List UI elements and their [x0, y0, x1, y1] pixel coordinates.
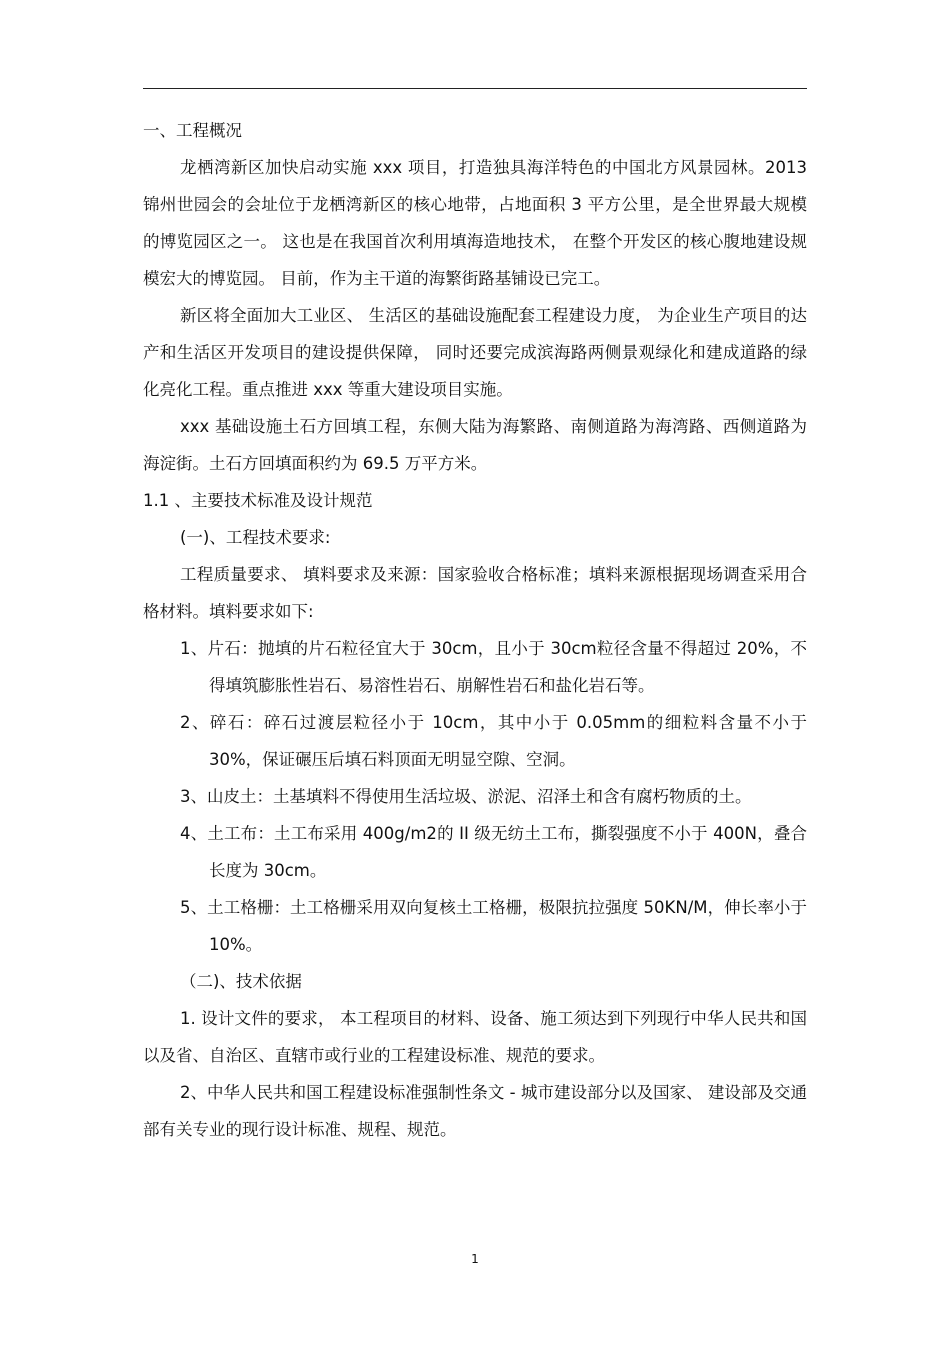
header-rule — [143, 88, 807, 89]
section-heading: 一、工程概况 — [143, 121, 242, 140]
document-body — [143, 112, 807, 1148]
subsection-heading: (一)、工程技术要求: — [180, 528, 331, 547]
list-item: 3、山皮土：土基填料不得使用生活垃圾、淤泥、沼泽土和含有腐朽物质的土。 — [180, 787, 752, 806]
paragraph: 1. 设计文件的要求， 本工程项目的材料、设备、施工须达到下列现行中华人民共和国以及省、自治区、直辖市或行业的工程建设标准、规范的要求。 — [143, 1009, 807, 1065]
paragraph: 工程质量要求、 填料要求及来源：国家验收合格标准；填料来源根据现场调查采用合格材料。填料要求如下: — [143, 565, 807, 621]
list-item: 1、片石：抛填的片石粒径宜大于 30cm，且小于 30cm粒径含量不得超过 20%，不得填筑膨胀性岩石、易溶性岩石、崩解性岩石和盐化岩石等。 — [180, 639, 807, 695]
paragraph: 2、中华人民共和国工程建设标准强制性条文 - 城市建设部分以及国家、 建设部及交通部有关专业的现行设计标准、规程、规范。 — [143, 1083, 807, 1139]
paragraph: 新区将全面加大工业区、 生活区的基础设施配套工程建设力度， 为企业生产项目的达产和生活区开发项目的建设提供保障， 同时还要完成滨海路两侧景观绿化和建成道路的绿化亮化工程。重点推进 xxx 等重大建设项目实施。 — [143, 306, 807, 399]
list-item: 4、土工布：土工布采用 400g/m2的 II 级无纺土工布，撕裂强度不小于 400N，叠合长度为 30cm。 — [180, 824, 807, 880]
paragraph: 龙栖湾新区加快启动实施 xxx 项目，打造独具海洋特色的中国北方风景园林。2013 锦州世园会的会址位于龙栖湾新区的核心地带，占地面积 3 平方公里，是全世界最大规模的博览园区之一。 这也是在我国首次利用填海造地技术， 在整个开发区的核心腹地建设规模宏大的博览园。 目前，作为主干道的海繁街路基铺设已完工。 — [143, 158, 807, 288]
list-item: 2、碎石：碎石过渡层粒径小于 10cm，其中小于 0.05mm的细粒料含量不小于 30%，保证碾压后填石料顶面无明显空隙、空洞。 — [180, 713, 807, 769]
section-heading: 1.1 、主要技术标准及设计规范 — [143, 491, 373, 510]
subsection-heading: （二)、技术依据 — [180, 972, 302, 991]
list-item: 5、土工格栅：土工格栅采用双向复核土工格栅，极限抗拉强度 50KN/M，伸长率小于 10%。 — [180, 898, 807, 954]
paragraph: xxx 基础设施土石方回填工程，东侧大陆为海繁路、南侧道路为海湾路、西侧道路为海淀街。土石方回填面积约为 69.5 万平方米。 — [143, 417, 807, 473]
page-number: 1 — [471, 1252, 479, 1266]
